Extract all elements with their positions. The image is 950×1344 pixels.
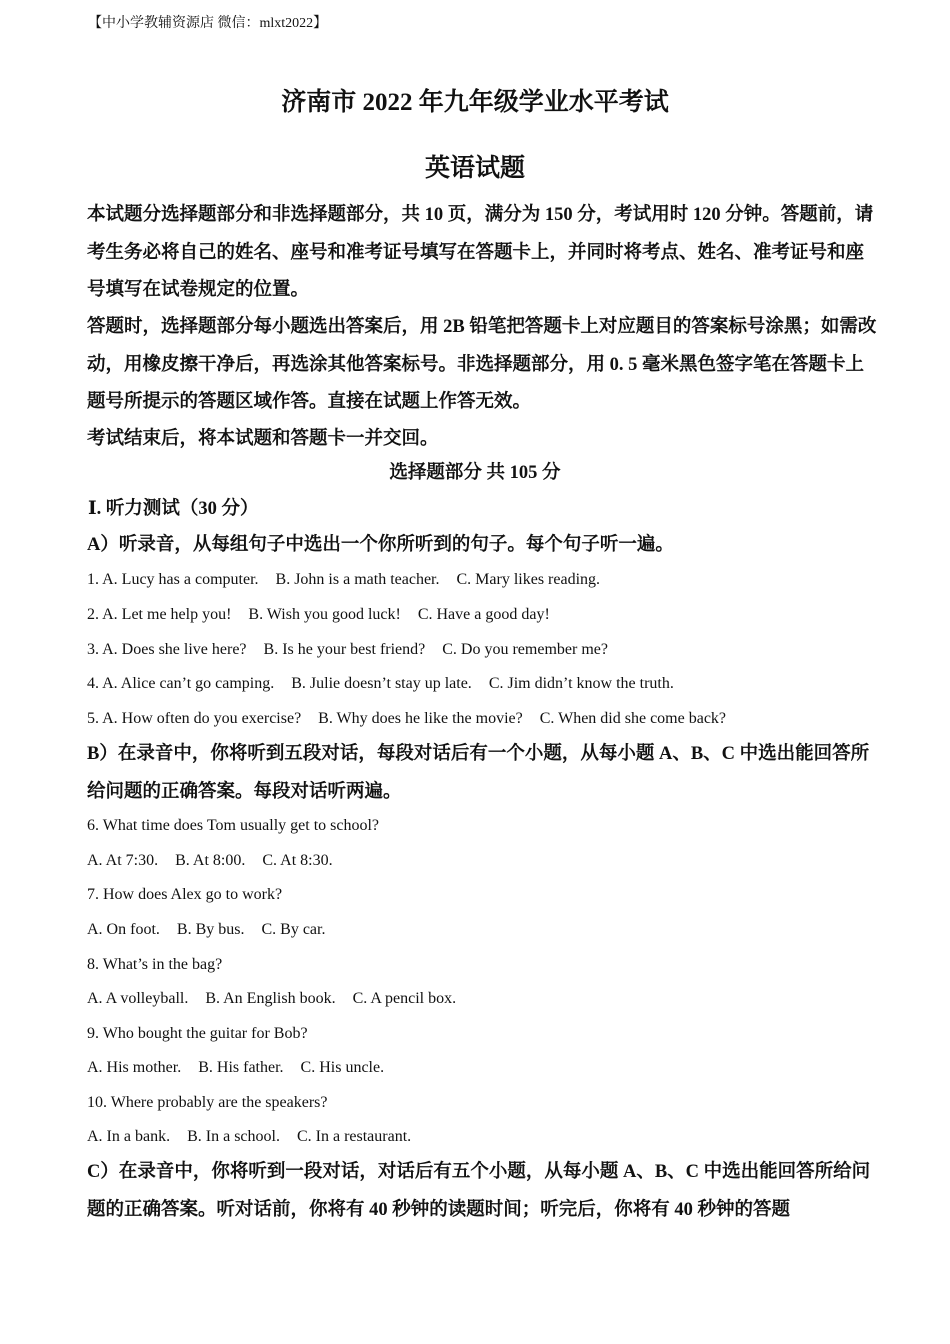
option-c: C. Mary likes reading. bbox=[456, 571, 601, 588]
intro-paragraph-2: 答题时，选择题部分每小题选出答案后，用 2B 铅笔把答题卡上对应题目的答案标号涂黑；如需改动，用橡皮擦干净后，再选涂其他答案标号。非选择题部分，用 0. 5 毫米黑色签字笔在答题卡上题号所提示的答题区域作答。直接在试题上作答无效。 bbox=[87, 317, 877, 412]
option-b: B. Is he your best friend? bbox=[263, 641, 426, 658]
option-b: B. His father. bbox=[198, 1059, 284, 1076]
part-a-instruction: A）听录音，从每组句子中选出一个你所听到的句子。每个句子听一遍。 bbox=[87, 535, 674, 555]
option-c: C. Do you remember me? bbox=[442, 641, 608, 658]
header-note: 【中小学教辅资源店 微信：mlxt2022】 bbox=[88, 16, 328, 31]
option-c: C. Have a good day! bbox=[417, 606, 550, 623]
question-6: 6. What time does Tom usually get to school? bbox=[87, 817, 380, 834]
option-b: B. At 8:00. bbox=[175, 852, 246, 869]
intro-paragraph-1: 本试题分选择题部分和非选择题部分，共 10 页，满分为 150 分，考试用时 120 分钟。答题前，请考生务必将自己的姓名、座号和准考证号填写在答题卡上，并同时将考点、姓名、准考证号和座号填写在试卷规定的位置。 bbox=[87, 205, 874, 300]
question-number: 2. bbox=[87, 606, 99, 623]
option-a: A. How often do you exercise? bbox=[102, 710, 302, 727]
option-c: C. Jim didn’t know the truth. bbox=[488, 675, 674, 692]
question-7-options bbox=[87, 921, 325, 939]
option-c: C. His uncle. bbox=[300, 1059, 385, 1076]
option-a: A. In a bank. bbox=[87, 1128, 171, 1145]
option-c: C. By car. bbox=[261, 921, 326, 938]
option-a: A. Let me help you! bbox=[102, 606, 232, 623]
question-9: 9. Who bought the guitar for Bob? bbox=[87, 1025, 308, 1042]
intro-paragraph-3: 考试结束后，将本试题和答题卡一并交回。 bbox=[87, 429, 439, 449]
option-b: B. Julie doesn’t stay up late. bbox=[291, 675, 472, 692]
question-4 bbox=[87, 675, 674, 693]
question-10: 10. Where probably are the speakers? bbox=[87, 1094, 328, 1111]
question-1 bbox=[87, 571, 600, 589]
question-number: 1. bbox=[87, 571, 99, 588]
option-c: C. A pencil box. bbox=[352, 990, 457, 1007]
option-a: A. At 7:30. bbox=[87, 852, 159, 869]
question-7: 7. How does Alex go to work? bbox=[87, 886, 283, 903]
question-number: 4. bbox=[87, 675, 99, 692]
question-6-options bbox=[87, 852, 333, 870]
question-8: 8. What’s in the bag? bbox=[87, 956, 223, 973]
option-b: B. By bus. bbox=[176, 921, 245, 938]
option-c: C. At 8:30. bbox=[262, 852, 333, 869]
question-5 bbox=[87, 710, 726, 728]
question-8-options bbox=[87, 990, 456, 1008]
question-2 bbox=[87, 606, 550, 624]
option-a: A. Alice can’t go camping. bbox=[102, 675, 275, 692]
option-c: C. When did she come back? bbox=[539, 710, 727, 727]
exam-title: 济南市 2022 年九年级学业水平考试 bbox=[281, 89, 669, 116]
part-title: Ⅰ. 听力测试（30 分） bbox=[88, 499, 259, 519]
option-b: B. An English book. bbox=[205, 990, 336, 1007]
question-number: 5. bbox=[87, 710, 99, 727]
question-3 bbox=[87, 641, 608, 659]
option-b: B. John is a math teacher. bbox=[275, 571, 440, 588]
part-c-instruction: C）在录音中，你将听到一段对话，对话后有五个小题，从每小题 A、B、C 中选出能回答所给问题的正确答案。听对话前，你将有 40 秒钟的读题时间；听完后，你将有 40 秒钟的答题 bbox=[87, 1162, 871, 1220]
option-b: B. Why does he like the movie? bbox=[318, 710, 523, 727]
question-number: 3. bbox=[87, 641, 99, 658]
option-a: A. A volleyball. bbox=[87, 990, 189, 1007]
section-title: 选择题部分 共 105 分 bbox=[389, 463, 561, 483]
question-9-options bbox=[87, 1059, 384, 1077]
exam-subtitle: 英语试题 bbox=[424, 155, 525, 182]
option-c: C. In a restaurant. bbox=[296, 1128, 412, 1145]
option-a: A. His mother. bbox=[87, 1059, 182, 1076]
question-10-options bbox=[87, 1128, 411, 1146]
option-a: A. Lucy has a computer. bbox=[102, 571, 259, 588]
part-b-instruction: B）在录音中，你将听到五段对话，每段对话后有一个小题，从每小题 A、B、C 中选出能回答所给问题的正确答案。每段对话听两遍。 bbox=[87, 744, 870, 802]
option-a: A. On foot. bbox=[87, 921, 160, 938]
option-a: A. Does she live here? bbox=[102, 641, 247, 658]
option-b: B. Wish you good luck! bbox=[248, 606, 401, 623]
option-b: B. In a school. bbox=[187, 1128, 280, 1145]
